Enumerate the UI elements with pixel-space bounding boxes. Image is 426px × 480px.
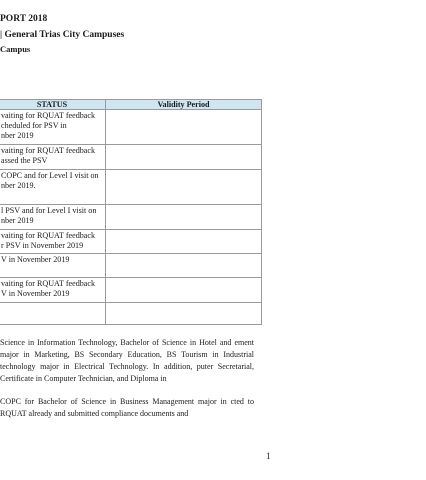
status-cell: vaiting for RQUAT feedback assed the PSV (0, 145, 106, 170)
validity-cell (106, 170, 262, 205)
table-row (0, 110, 262, 145)
validity-cell (106, 303, 262, 325)
status-table (0, 99, 262, 325)
report-title: PORT 2018 (0, 14, 48, 24)
table-row (0, 230, 262, 254)
validity-cell (106, 145, 262, 170)
table-row (0, 170, 262, 205)
status-cell: vaiting for RQUAT feedback r PSV in November 2019 (0, 230, 106, 254)
table-row (0, 145, 262, 170)
campus-heading: | General Trias City Campuses (0, 30, 125, 40)
table-row (0, 303, 262, 325)
table-row (0, 254, 262, 278)
validity-cell (106, 254, 262, 278)
table-header-row (0, 100, 262, 110)
page-number: 1 (266, 451, 271, 461)
validity-cell (106, 205, 262, 230)
column-header-validity: Validity Period (106, 100, 262, 110)
status-cell: vaiting for RQUAT feedback cheduled for PSV in nber 2019 (0, 110, 106, 145)
status-cell: vaiting for RQUAT feedback V in November 2019 (0, 278, 106, 303)
table-row (0, 278, 262, 303)
column-header-status: STATUS (0, 100, 106, 110)
campus-subheading: Campus (0, 44, 31, 54)
status-cell: COPC and for Level I visit on nber 2019. (0, 170, 106, 205)
status-cell (0, 303, 106, 325)
paragraph-programs: Science in Information Technology, Bachelor of Science in Hotel and ement major in Marketing, BS Secondary Education, BS Tourism in Industrial technology major in Electrical Technology. In addition, puter Secretarial, Certificate in Computer Technician, and Diploma in (0, 338, 254, 383)
validity-cell (106, 278, 262, 303)
table-row (0, 205, 262, 230)
paragraph-copc: COPC for Bachelor of Science in Business Management major in cted to RQUAT already and submitted compliance documents and (0, 397, 254, 418)
validity-cell (106, 110, 262, 145)
status-cell: V in November 2019 (0, 254, 106, 278)
validity-cell (106, 230, 262, 254)
status-cell: l PSV and for Level I visit on nber 2019 (0, 205, 106, 230)
